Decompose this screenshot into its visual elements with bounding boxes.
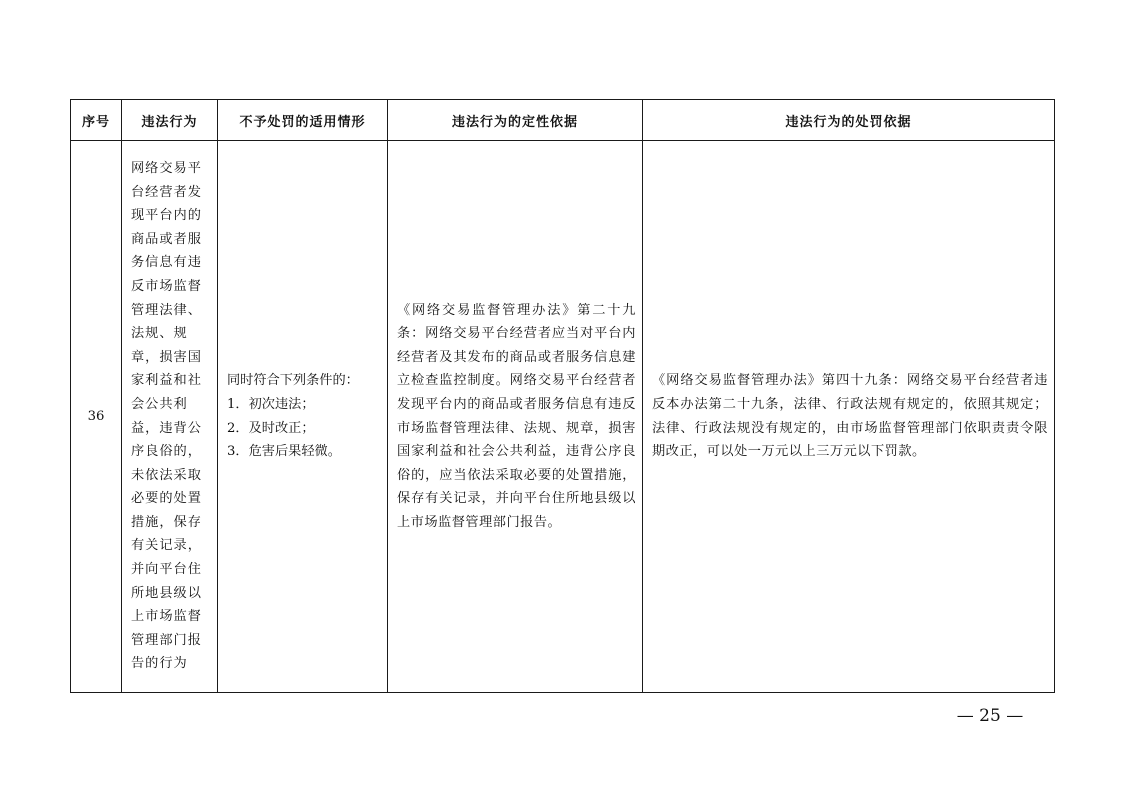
exemption-condition-3: 3．危害后果轻微。 <box>227 444 341 460</box>
table-header-row <box>71 100 1055 141</box>
regulation-table-container <box>70 99 1055 693</box>
table-row <box>71 141 1055 693</box>
exemption-intro: 同时符合下列条件的： <box>227 373 359 389</box>
row-basis: 《网络交易监督管理办法》第二十九条：网络交易平台经营者应当对平台内经营者及其发布的商品或者服务信息建立检查监控制度。网络交易平台经营者发现平台内的商品或者服务信息有违反市场监督管理法律、法规、规章，损害国家利益和社会公共利益，违背公序良俗的，应当依法采取必要的处置措施，保存有关记录，并向平台住所地县级以上市场监督管理部门报告。 <box>388 141 643 693</box>
row-number: 36 <box>71 141 122 693</box>
header-number: 序号 <box>71 100 122 141</box>
page-number: — 25 — <box>956 706 1024 726</box>
exemption-conditions <box>227 393 381 464</box>
row-violation: 网络交易平台经营者发现平台内的商品或者服务信息有违反市场监督管理法律、法规、规章，损害国家利益和社会公共利益，违背公序良俗的，未依法采取必要的处置措施，保存有关记录，并向平台住所地县级以上市场监督管理部门报告的行为 <box>122 141 218 693</box>
exemption-condition-2: 2．及时改正； <box>227 420 315 436</box>
row-penalty: 《网络交易监督管理办法》第四十九条：网络交易平台经营者违反本办法第二十九条，法律、行政法规有规定的，依照其规定；法律、行政法规没有规定的，由市场监督管理部门依职责责令限期改正，可以处一万元以上三万元以下罚款。 <box>643 141 1055 693</box>
header-exemption: 不予处罚的适用情形 <box>218 100 388 141</box>
header-penalty: 违法行为的处罚依据 <box>643 100 1055 141</box>
row-exemption <box>218 141 388 693</box>
header-basis: 违法行为的定性依据 <box>388 100 643 141</box>
exemption-condition-1: 1．初次违法； <box>227 396 315 412</box>
violation-penalty-table <box>70 99 1055 693</box>
header-violation: 违法行为 <box>122 100 218 141</box>
